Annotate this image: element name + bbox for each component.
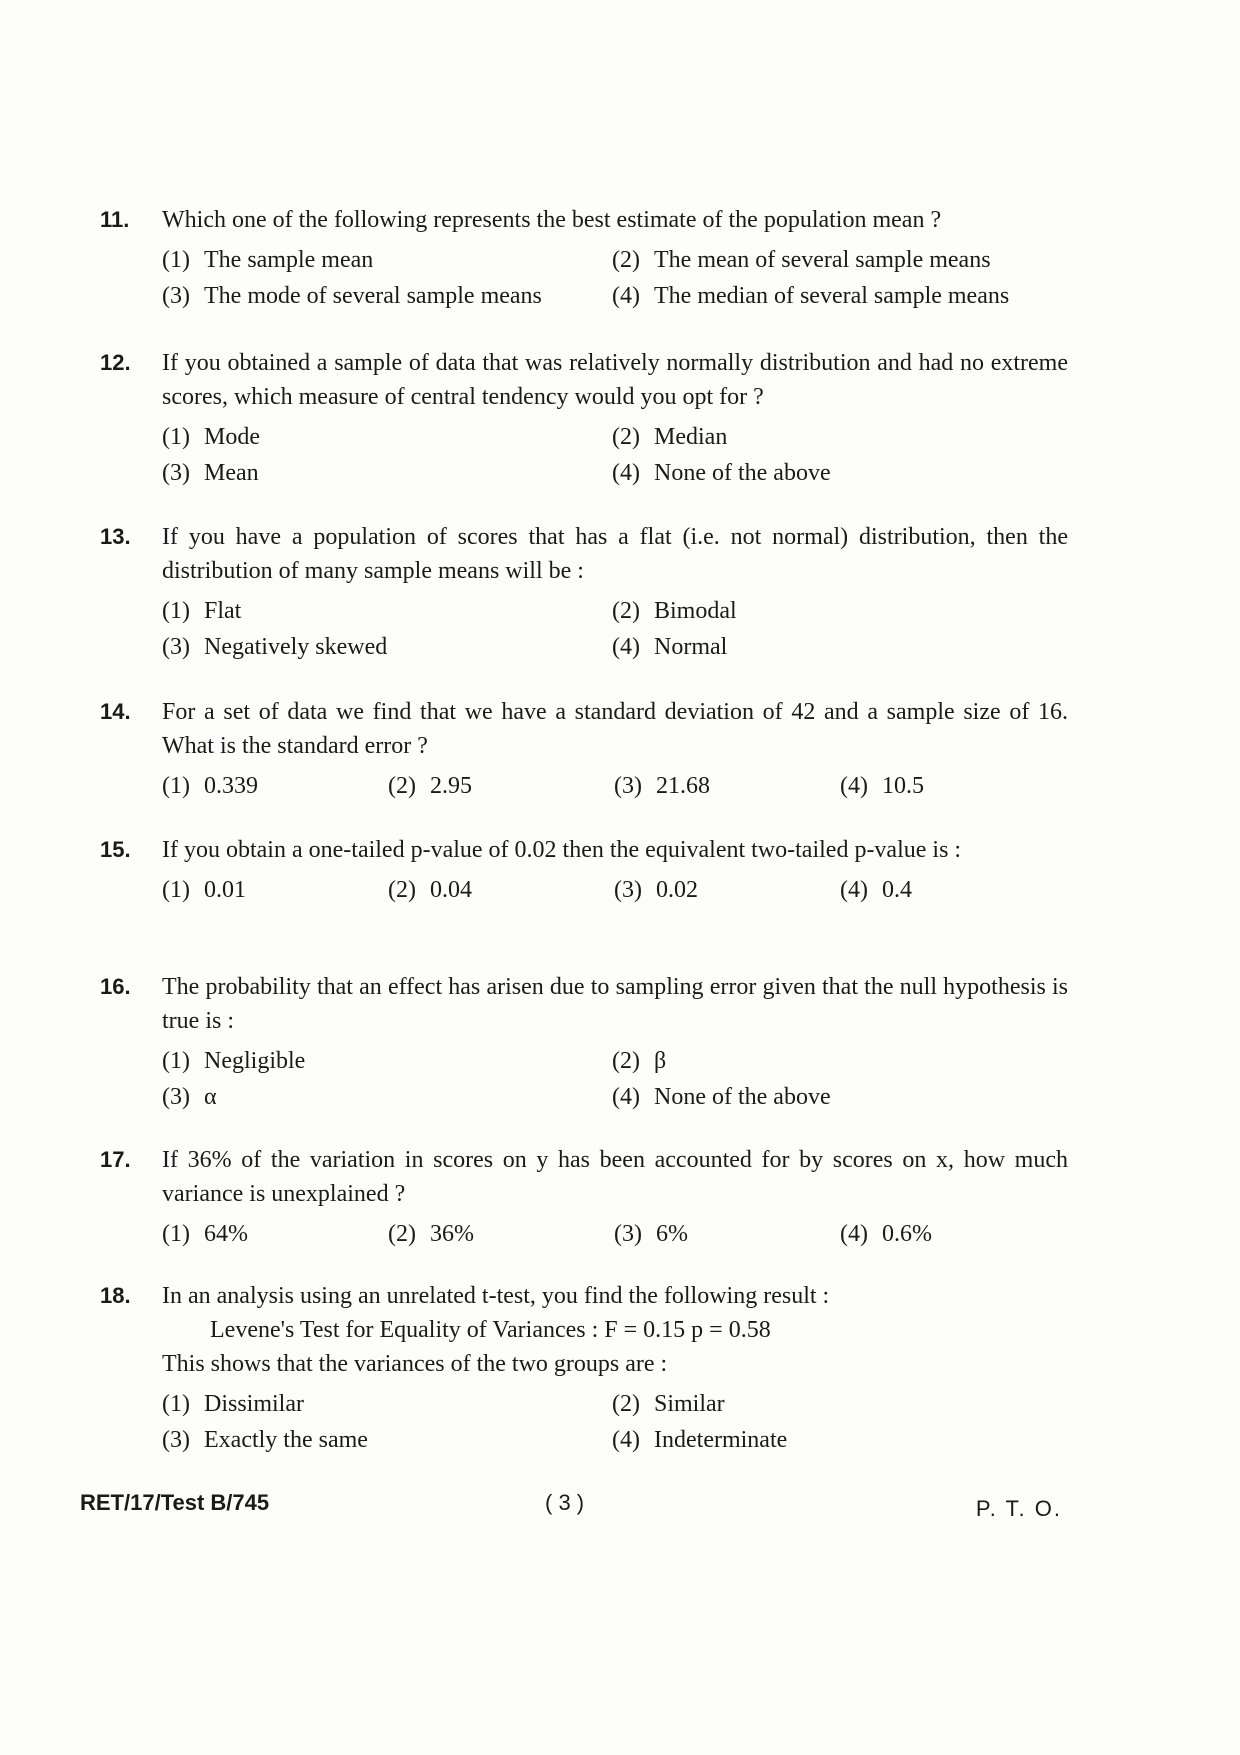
options	[162, 420, 1068, 490]
option-3: (3) 0.02	[614, 877, 698, 903]
option-1: (1) Flat	[162, 598, 242, 624]
question-15	[100, 833, 1068, 907]
option-1: (1) 0.339	[162, 773, 258, 799]
test-code: RET/17/Test B/745	[80, 1490, 270, 1515]
option-2: (2) Bimodal	[612, 598, 737, 624]
option-2: (2) Median	[612, 424, 728, 450]
option-1: (1) 0.01	[162, 877, 246, 903]
question-text-continued: This shows that the variances of the two groups are :	[162, 1351, 668, 1377]
question-number: 15.	[100, 837, 131, 862]
question-text: The probability that an effect has arisen due to sampling error given that the null hypothesis is true is :	[162, 974, 1068, 1034]
option-4: (4) 0.4	[840, 877, 912, 903]
question-number: 11.	[100, 207, 130, 232]
options	[162, 1217, 1068, 1251]
options	[162, 1044, 1068, 1114]
option-1: (1) 64%	[162, 1221, 248, 1247]
options	[162, 594, 1068, 664]
option-3: (3) The mode of several sample means	[162, 283, 542, 309]
option-4: (4) Normal	[612, 634, 728, 660]
option-3: (3) Mean	[162, 460, 259, 486]
option-2: (2) The mean of several sample means	[612, 247, 991, 273]
question-14	[100, 695, 1068, 803]
question-number: 17.	[100, 1147, 131, 1172]
question-text: If you obtain a one-tailed p-value of 0.02 then the equivalent two-tailed p-value is :	[162, 837, 962, 863]
page-footer	[80, 1490, 1070, 1530]
option-2: (2) 0.04	[388, 877, 472, 903]
option-3: (3) α	[162, 1084, 217, 1110]
question-text: Which one of the following represents the best estimate of the population mean ?	[162, 207, 942, 233]
options	[162, 243, 1068, 313]
page-number: ( 3 )	[545, 1490, 585, 1515]
question-number: 16.	[100, 974, 131, 999]
question-17	[100, 1143, 1068, 1251]
option-1: (1) Dissimilar	[162, 1391, 304, 1417]
question-formula: Levene's Test for Equality of Variances : F = 0.15 p = 0.58	[210, 1317, 771, 1343]
question-number: 18.	[100, 1283, 131, 1308]
please-turn-over: P. T. O.	[975, 1496, 1062, 1521]
option-2: (2) β	[612, 1048, 667, 1074]
option-2: (2) 36%	[388, 1221, 474, 1247]
option-4: (4) The median of several sample means	[612, 283, 1010, 309]
option-4: (4) 0.6%	[840, 1221, 932, 1247]
option-4: (4) Indeterminate	[612, 1427, 788, 1453]
option-3: (3) Exactly the same	[162, 1427, 368, 1453]
question-number: 12.	[100, 350, 131, 375]
question-11	[100, 203, 1068, 313]
option-2: (2) Similar	[612, 1391, 725, 1417]
option-2: (2) 2.95	[388, 773, 472, 799]
option-4: (4) None of the above	[612, 460, 831, 486]
option-4: (4) None of the above	[612, 1084, 831, 1110]
question-text: For a set of data we find that we have a standard deviation of 42 and a sample size of 16. What is the standard error ?	[162, 699, 1068, 759]
question-13	[100, 520, 1068, 664]
options	[162, 1387, 1068, 1457]
option-1: (1) The sample mean	[162, 247, 374, 273]
question-12	[100, 346, 1068, 490]
question-text: If you obtained a sample of data that was relatively normally distribution and had no extreme scores, which measure of central tendency would you opt for ?	[162, 350, 1068, 410]
question-number: 13.	[100, 524, 131, 549]
question-text: In an analysis using an unrelated t-test, you find the following result :	[162, 1283, 830, 1309]
question-18	[100, 1279, 1068, 1457]
options	[162, 873, 1068, 907]
option-3: (3) 6%	[614, 1221, 688, 1247]
options	[162, 769, 1068, 803]
question-text: If you have a population of scores that has a flat (i.e. not normal) distribution, then the distribution of many sample means will be :	[162, 524, 1068, 584]
question-text: If 36% of the variation in scores on y has been accounted for by scores on x, how much variance is unexplained ?	[162, 1147, 1068, 1207]
option-3: (3) Negatively skewed	[162, 634, 388, 660]
question-number: 14.	[100, 699, 131, 724]
question-16	[100, 970, 1068, 1114]
option-1: (1) Negligible	[162, 1048, 306, 1074]
option-1: (1) Mode	[162, 424, 260, 450]
option-3: (3) 21.68	[614, 773, 710, 799]
option-4: (4) 10.5	[840, 773, 924, 799]
